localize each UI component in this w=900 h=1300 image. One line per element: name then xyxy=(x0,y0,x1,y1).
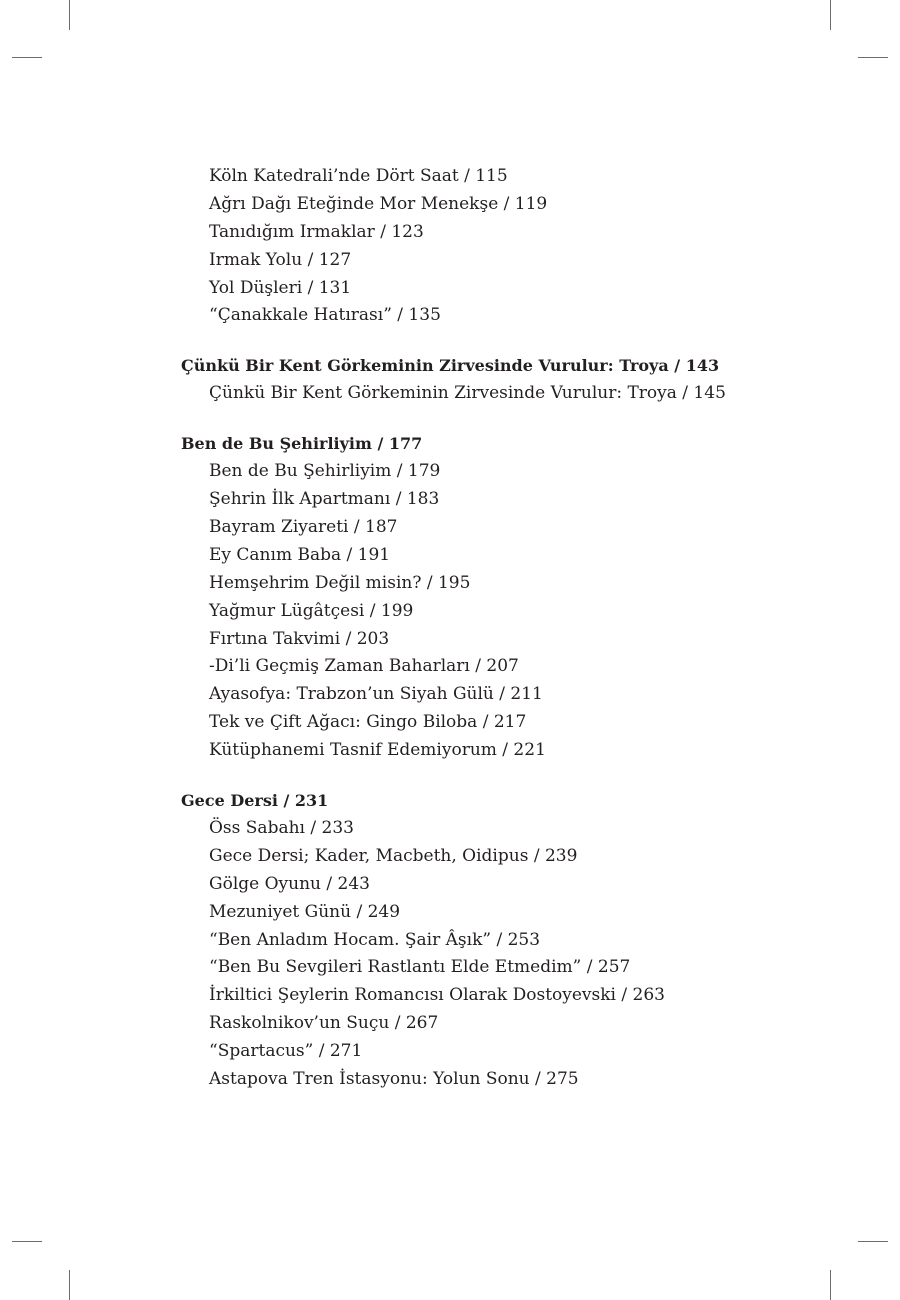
toc-section-sehirliyim xyxy=(181,430,821,765)
toc-section-troya xyxy=(181,352,821,408)
toc-entry: Ayasofya: Trabzon’un Siyah Gülü / 211 xyxy=(209,684,543,705)
crop-mark-top-right-horizontal xyxy=(858,57,888,58)
crop-mark-top-left xyxy=(69,0,70,30)
toc-entry: Öss Sabahı / 233 xyxy=(209,818,354,839)
toc-entry: Fırtına Takvimi / 203 xyxy=(209,628,390,649)
toc-entry: Yol Düşleri / 131 xyxy=(209,277,352,298)
toc-section-title: Ben de Bu Şehirliyim / 177 xyxy=(181,434,423,454)
toc-entry: Ey Canım Baba / 191 xyxy=(209,544,391,565)
toc-entry: “Spartacus” / 271 xyxy=(209,1041,363,1062)
toc-entry: Tek ve Çift Ağacı: Gingo Biloba / 217 xyxy=(209,712,527,733)
toc-section-title: Çünkü Bir Kent Görkeminin Zirvesinde Vurulur: Troya / 143 xyxy=(181,356,720,376)
toc-entry: Kütüphanemi Tasnif Edemiyorum / 221 xyxy=(209,740,546,761)
toc-entry: “Ben Anladım Hocam. Şair Âşık” / 253 xyxy=(209,929,541,950)
toc-entry: Raskolnikov’un Suçu / 267 xyxy=(209,1013,439,1034)
toc-entry: “Çanakkale Hatırası” / 135 xyxy=(209,305,441,326)
toc-entry: Köln Katedrali’nde Dört Saat / 115 xyxy=(209,166,508,186)
toc-entry: -Di’li Geçmiş Zaman Baharları / 207 xyxy=(209,656,519,677)
toc-entry: Yağmur Lügâtçesi / 199 xyxy=(209,600,414,621)
toc-entry: İrkiltici Şeylerin Romancısı Olarak Dostoyevski / 263 xyxy=(209,985,665,1006)
table-of-contents xyxy=(181,163,821,1116)
toc-entry: Çünkü Bir Kent Görkeminin Zirvesinde Vurulur: Troya / 145 xyxy=(209,383,726,404)
crop-mark-bottom-right xyxy=(830,1270,831,1300)
crop-mark-top-left-horizontal xyxy=(12,57,42,58)
toc-entry: Bayram Ziyareti / 187 xyxy=(209,517,398,538)
crop-mark-bottom-right-horizontal xyxy=(858,1241,888,1242)
toc-entry: Ağrı Dağı Eteğinde Mor Menekşe / 119 xyxy=(209,193,548,214)
toc-entry: Gölge Oyunu / 243 xyxy=(209,873,370,894)
crop-mark-top-right xyxy=(830,0,831,30)
toc-entry: Tanıdığım Irmaklar / 123 xyxy=(209,221,424,242)
toc-section-continued xyxy=(181,163,821,330)
toc-entry: Ben de Bu Şehirliyim / 179 xyxy=(209,461,441,482)
toc-entry: Irmak Yolu / 127 xyxy=(209,249,352,270)
toc-section-gece-dersi xyxy=(181,787,821,1094)
crop-mark-bottom-left-horizontal xyxy=(12,1241,42,1242)
toc-entry: Mezuniyet Günü / 249 xyxy=(209,901,401,922)
toc-entry: Şehrin İlk Apartmanı / 183 xyxy=(209,489,440,510)
toc-section-title: Gece Dersi / 231 xyxy=(181,791,329,811)
crop-mark-bottom-left xyxy=(69,1270,70,1300)
toc-entry: Hemşehrim Değil misin? / 195 xyxy=(209,572,471,593)
toc-entry: Astapova Tren İstasyonu: Yolun Sonu / 275 xyxy=(209,1069,579,1090)
toc-entry: “Ben Bu Sevgileri Rastlantı Elde Etmedim” / 257 xyxy=(209,957,631,978)
toc-entry: Gece Dersi; Kader, Macbeth, Oidipus / 239 xyxy=(209,845,578,866)
